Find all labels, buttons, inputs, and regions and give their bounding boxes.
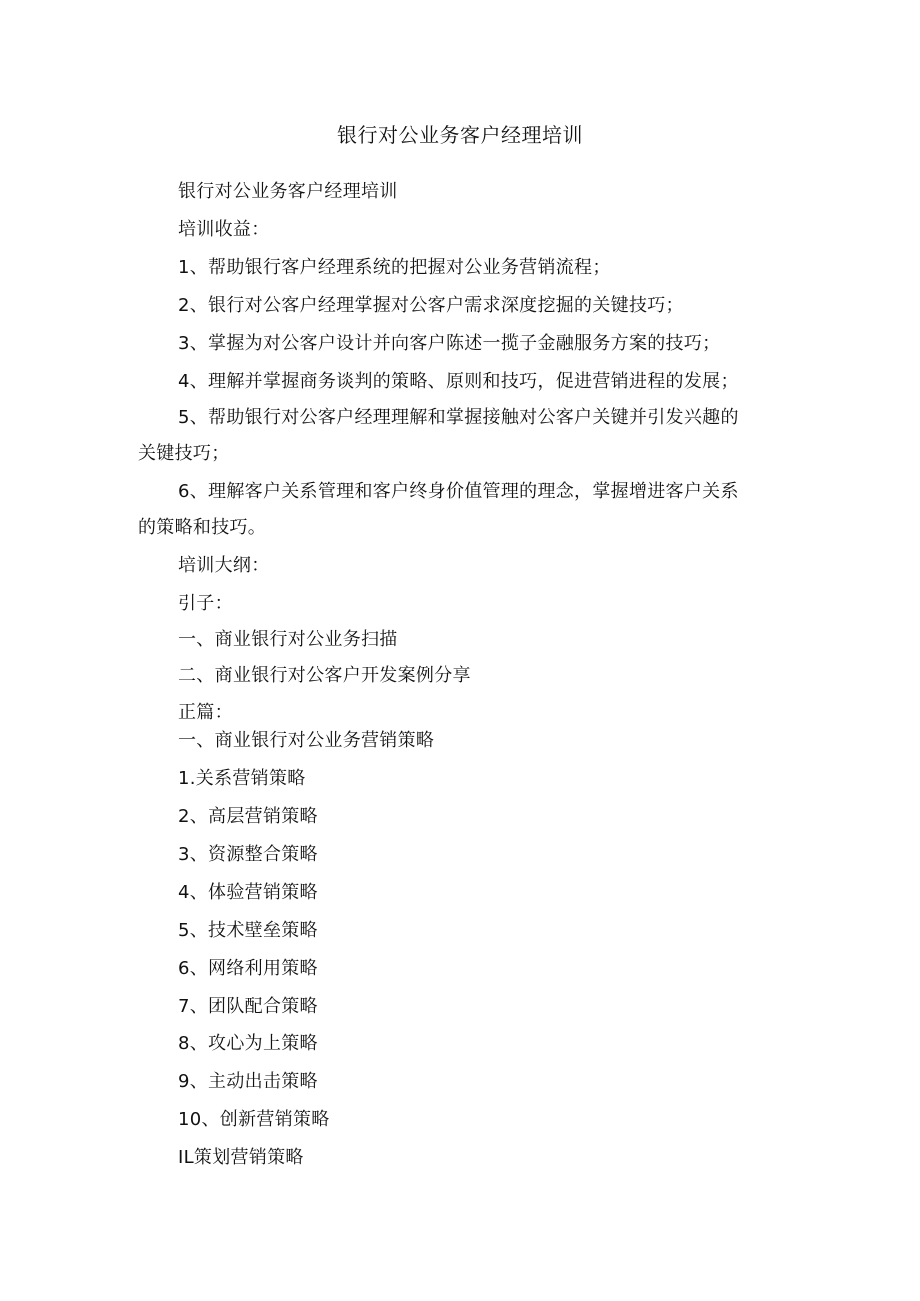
benefit-item-5: 5、帮助银行对公客户经理理解和掌握接触对公客户关键并引发兴趣的 [178, 407, 739, 428]
main-section-title: 一、商业银行对公业务营销策略 [178, 730, 435, 751]
strategy-item-8: 8、攻心为上策略 [178, 1033, 318, 1054]
strategy-item-6: 6、网络利用策略 [178, 958, 318, 979]
subtitle: 银行对公业务客户经理培训 [178, 181, 398, 202]
intro-heading: 引子： [178, 593, 233, 614]
benefit-item-6-continuation: 的策略和技巧。 [138, 517, 267, 538]
main-heading: 正篇： [178, 702, 233, 723]
strategy-item-10: 10、创新营销策略 [178, 1109, 330, 1130]
benefit-item-2: 2、银行对公客户经理掌握对公客户需求深度挖掘的关键技巧； [178, 295, 684, 316]
strategy-item-11: IL策划营销策略 [178, 1147, 304, 1168]
strategy-item-4: 4、体验营销策略 [178, 882, 318, 903]
intro-item-2: 二、商业银行对公客户开发案例分享 [178, 665, 471, 686]
benefit-item-3: 3、掌握为对公客户设计并向客户陈述一揽子金融服务方案的技巧； [178, 333, 721, 354]
strategy-item-7: 7、团队配合策略 [178, 996, 318, 1017]
benefit-item-6: 6、理解客户关系管理和客户终身价值管理的理念，掌握增进客户关系 [178, 481, 739, 502]
benefit-item-4: 4、理解并掌握商务谈判的策略、原则和技巧，促进营销进程的发展； [178, 371, 739, 392]
benefit-item-5-continuation: 关键技巧； [138, 443, 230, 464]
strategy-item-9: 9、主动出击策略 [178, 1071, 318, 1092]
benefit-item-1: 1、帮助银行客户经理系统的把握对公业务营销流程； [178, 257, 611, 278]
strategy-item-2: 2、高层营销策略 [178, 806, 318, 827]
strategy-item-1: 1.关系营销策略 [178, 768, 306, 789]
outline-heading: 培训大纲： [178, 555, 270, 576]
document-title: 银行对公业务客户经理培训 [337, 123, 583, 147]
intro-item-1: 一、商业银行对公业务扫描 [178, 629, 398, 650]
strategy-item-5: 5、技术壁垒策略 [178, 920, 318, 941]
benefits-heading: 培训收益： [178, 219, 270, 240]
strategy-item-3: 3、资源整合策略 [178, 844, 318, 865]
